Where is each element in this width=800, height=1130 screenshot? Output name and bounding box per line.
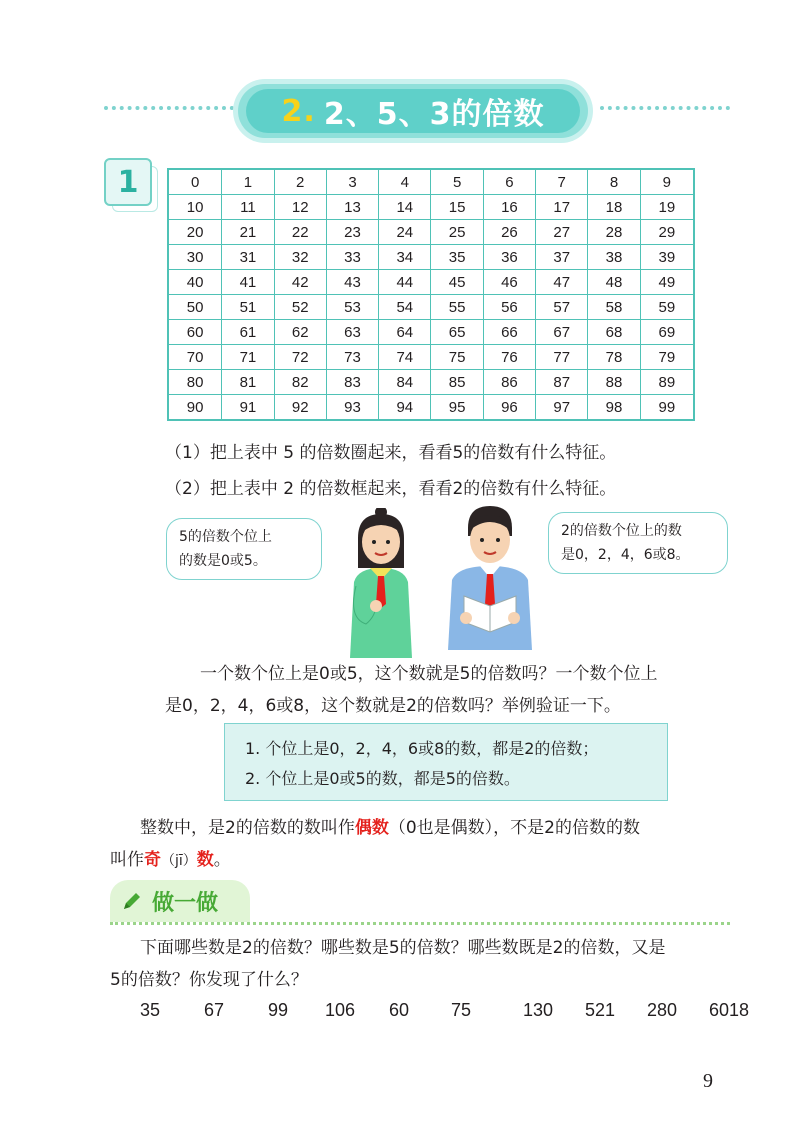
grid-cell: 53 [326,295,378,320]
bubble-left-line2: 的数是0或5。 [179,553,267,569]
grid-cell: 93 [326,395,378,421]
example-badge: 1 [104,158,152,206]
practice-number: 106 [325,1000,356,1020]
grid-cell: 82 [274,370,326,395]
grid-cell: 63 [326,320,378,345]
bubble-left-line1: 5的倍数个位上 [179,529,272,545]
grid-cell: 32 [274,245,326,270]
grid-cell: 19 [640,195,694,220]
grid-row [168,169,694,195]
grid-cell: 86 [483,370,535,395]
practice-number: 35 [140,1000,161,1020]
grid-cell: 55 [431,295,483,320]
bubble-right-line2: 是0，2，4，6或8。 [561,547,690,563]
grid-cell: 30 [168,245,222,270]
practice-divider [110,922,730,925]
grid-cell: 6 [483,169,535,195]
odd-term-2: 数 [196,850,214,870]
section-title-text: 2、5、3的倍数 [323,97,545,132]
boy-illustration [438,500,538,650]
grid-cell: 79 [640,345,694,370]
definition-part1: 整数中，是2的倍数的数叫作 [140,818,355,838]
grid-cell: 26 [483,220,535,245]
grid-row [168,220,694,245]
grid-cell: 65 [431,320,483,345]
paragraph-line1: 一个数个位上是0或5，这个数就是5的倍数吗？一个数个位上 [200,664,658,684]
grid-cell: 88 [588,370,640,395]
grid-cell: 13 [326,195,378,220]
grid-cell: 56 [483,295,535,320]
grid-cell: 25 [431,220,483,245]
grid-cell: 98 [588,395,640,421]
grid-cell: 29 [640,220,694,245]
grid-cell: 70 [168,345,222,370]
grid-cell: 44 [379,270,431,295]
grid-cell: 58 [588,295,640,320]
grid-cell: 49 [640,270,694,295]
grid-cell: 71 [222,345,274,370]
grid-cell: 54 [379,295,431,320]
grid-cell: 5 [431,169,483,195]
grid-cell: 2 [274,169,326,195]
title-dots-right [600,106,730,110]
grid-cell: 11 [222,195,274,220]
question-1: （1）把上表中 5 的倍数圈起来，看看5的倍数有什么特征。 [165,443,617,463]
grid-cell: 8 [588,169,640,195]
grid-cell: 12 [274,195,326,220]
grid-cell: 60 [168,320,222,345]
grid-cell: 66 [483,320,535,345]
practice-numbers [140,1000,750,1021]
practice-number: 521 [585,1000,616,1020]
grid-cell: 77 [536,345,588,370]
grid-cell: 52 [274,295,326,320]
odd-term: 奇 [144,850,161,870]
grid-cell: 46 [483,270,535,295]
grid-cell: 38 [588,245,640,270]
grid-cell: 68 [588,320,640,345]
grid-cell: 89 [640,370,694,395]
grid-cell: 67 [536,320,588,345]
even-term: 偶数 [354,818,389,838]
grid-cell: 3 [326,169,378,195]
grid-cell: 95 [431,395,483,421]
grid-cell: 96 [483,395,535,421]
paragraph-line2: 是0，2，4，6或8，这个数就是2的倍数吗？举例验证一下。 [165,696,621,716]
speech-bubble-right [548,512,728,574]
bubble-right-line1: 2的倍数个位上的数 [561,523,682,539]
rule-box [224,723,668,801]
grid-cell: 39 [640,245,694,270]
grid-cell: 10 [168,195,222,220]
grid-cell: 61 [222,320,274,345]
grid-cell: 75 [431,345,483,370]
grid-cell: 64 [379,320,431,345]
grid-cell: 36 [483,245,535,270]
pencil-icon [120,889,144,913]
grid-cell: 91 [222,395,274,421]
definition-part4: 。 [213,850,231,870]
grid-cell: 31 [222,245,274,270]
hundred-grid [167,168,695,421]
grid-row [168,370,694,395]
grid-cell: 35 [431,245,483,270]
rule-2: 2. 个位上是0或5的数，都是5的倍数。 [245,769,520,788]
practice-label: 做一做 [152,890,219,916]
grid-cell: 94 [379,395,431,421]
practice-line2: 5的倍数？你发现了什么？ [110,970,308,990]
grid-row [168,295,694,320]
practice-number: 6018 [709,1000,750,1020]
grid-cell: 76 [483,345,535,370]
rule-1: 1. 个位上是0，2，4，6或8的数，都是2的倍数； [245,739,599,758]
odd-pinyin: （jī） [161,853,197,869]
practice-number: 67 [204,1000,225,1020]
grid-cell: 80 [168,370,222,395]
grid-cell: 14 [379,195,431,220]
grid-cell: 57 [536,295,588,320]
grid-cell: 4 [379,169,431,195]
grid-cell: 73 [326,345,378,370]
practice-number: 280 [647,1000,678,1020]
grid-cell: 99 [640,395,694,421]
definition-line1 [140,812,640,844]
grid-cell: 27 [536,220,588,245]
grid-cell: 50 [168,295,222,320]
grid-cell: 15 [431,195,483,220]
grid-cell: 92 [274,395,326,421]
section-number: 2. [281,93,316,129]
grid-cell: 97 [536,395,588,421]
practice-number: 130 [523,1000,554,1020]
grid-cell: 42 [274,270,326,295]
grid-row [168,345,694,370]
grid-cell: 28 [588,220,640,245]
grid-cell: 24 [379,220,431,245]
speech-bubble-left [166,518,322,580]
grid-row [168,395,694,421]
girl-illustration [336,508,426,658]
grid-cell: 40 [168,270,222,295]
grid-cell: 69 [640,320,694,345]
grid-cell: 62 [274,320,326,345]
grid-cell: 17 [536,195,588,220]
grid-row [168,195,694,220]
grid-cell: 48 [588,270,640,295]
grid-cell: 74 [379,345,431,370]
practice-header [110,880,250,922]
grid-cell: 81 [222,370,274,395]
grid-cell: 9 [640,169,694,195]
definition-line2 [110,844,231,877]
practice-line1: 下面哪些数是2的倍数？哪些数是5的倍数？哪些数既是2的倍数，又是 [140,938,666,958]
practice-number: 75 [451,1000,472,1020]
grid-cell: 83 [326,370,378,395]
grid-cell: 22 [274,220,326,245]
grid-cell: 87 [536,370,588,395]
grid-cell: 90 [168,395,222,421]
grid-cell: 33 [326,245,378,270]
grid-cell: 7 [536,169,588,195]
grid-cell: 16 [483,195,535,220]
grid-cell: 23 [326,220,378,245]
title-dots-left [104,106,234,110]
grid-cell: 45 [431,270,483,295]
grid-cell: 1 [222,169,274,195]
section-title [246,89,580,133]
grid-cell: 47 [536,270,588,295]
practice-number: 99 [268,1000,289,1020]
grid-cell: 20 [168,220,222,245]
grid-cell: 78 [588,345,640,370]
grid-cell: 51 [222,295,274,320]
grid-cell: 85 [431,370,483,395]
practice-number: 60 [389,1000,410,1020]
grid-cell: 21 [222,220,274,245]
grid-cell: 72 [274,345,326,370]
grid-row [168,320,694,345]
grid-row [168,270,694,295]
page-number: 9 [703,1070,713,1092]
question-2: （2）把上表中 2 的倍数框起来，看看2的倍数有什么特征。 [165,479,617,499]
grid-cell: 37 [536,245,588,270]
grid-cell: 34 [379,245,431,270]
grid-cell: 0 [168,169,222,195]
definition-part3: 叫作 [110,850,144,870]
grid-cell: 59 [640,295,694,320]
grid-cell: 18 [588,195,640,220]
grid-cell: 84 [379,370,431,395]
grid-cell: 43 [326,270,378,295]
definition-part2: （0也是偶数），不是2的倍数的数 [388,818,640,838]
grid-row [168,245,694,270]
grid-cell: 41 [222,270,274,295]
